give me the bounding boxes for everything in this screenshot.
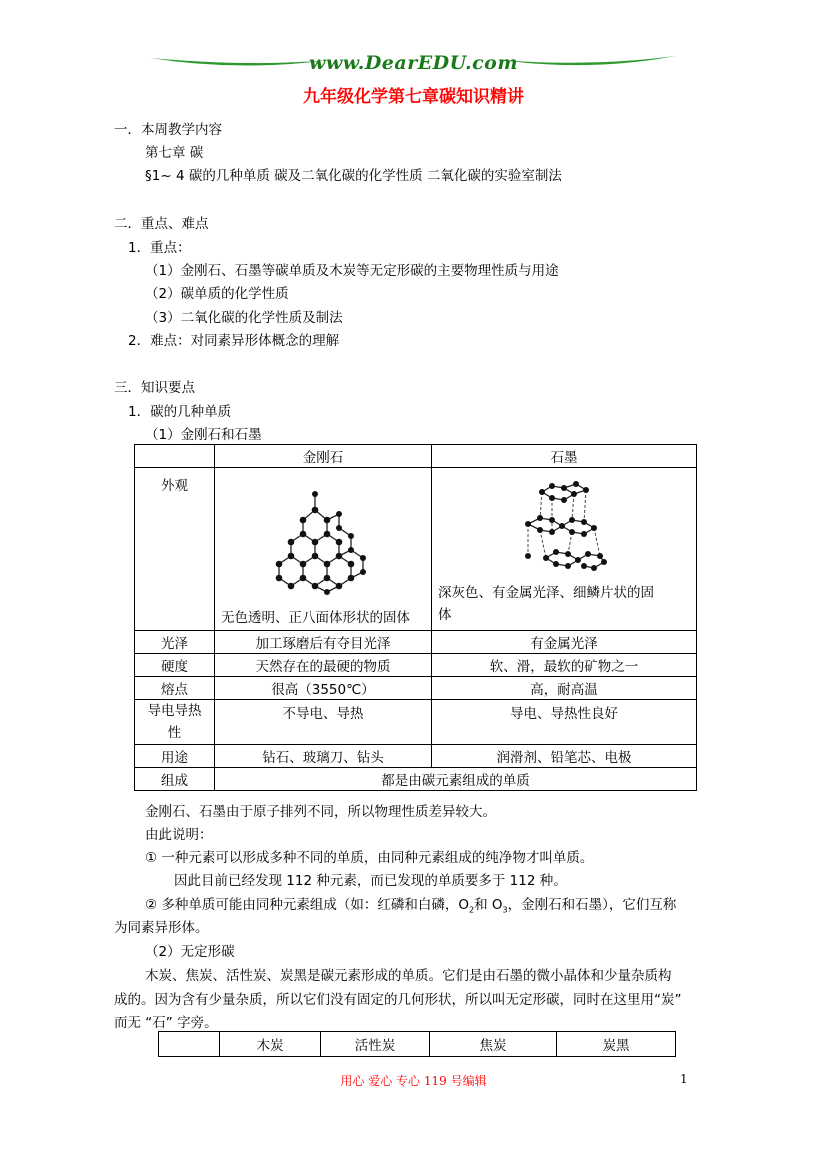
table-header-cell: 焦炭 xyxy=(430,1032,557,1057)
diamond-cell: 加工琢磨后有夺目光泽 xyxy=(215,631,432,654)
row-label: 熔点 xyxy=(135,677,215,700)
paragraph: 因此目前已经发现 112 种元素，而已发现的单质要多于 112 种。 xyxy=(174,873,567,889)
sections-line: §1~ 4 碳的几种单质 碳及二氧化碳的化学性质 二氧化碳的实验室制法 xyxy=(145,168,562,184)
table-header-cell xyxy=(135,445,215,468)
diamond-cell: 钻石、玻璃刀、钻头 xyxy=(215,745,432,768)
document-title: 九年级化学第七章碳知识精讲 xyxy=(303,87,524,107)
subscript: 3 xyxy=(502,905,508,915)
key-points-label: 1．重点： xyxy=(128,240,191,256)
graphite-appearance-text xyxy=(432,582,696,626)
diamond-graphite-table xyxy=(134,444,697,791)
section-heading-3: 三．知识要点 xyxy=(114,380,195,396)
key-point-1: （1）金刚石、石墨等碳单质及木炭等无定形碳的主要物理性质与用途 xyxy=(145,263,559,279)
table-header-cell: 活性炭 xyxy=(321,1032,430,1057)
table-row xyxy=(135,700,697,745)
row-label: 导电导热性 xyxy=(135,700,215,745)
row-label: 外观 xyxy=(135,468,215,631)
row-label: 组成 xyxy=(135,768,215,791)
table-row-composition xyxy=(135,768,697,791)
table-row-appearance xyxy=(135,468,697,631)
graphite-cell: 导电、导热性良好 xyxy=(432,700,697,745)
graphite-appearance-cell xyxy=(432,468,697,631)
site-logo[interactable]: www.DearEDU.com xyxy=(309,52,518,74)
table-row xyxy=(135,631,697,654)
text-span: ，金刚石和石墨），它们互称 xyxy=(507,897,677,913)
chapter-line: 第七章 碳 xyxy=(145,145,204,161)
row-label: 光泽 xyxy=(135,631,215,654)
table-header-row xyxy=(159,1032,676,1057)
footer-text: 用心 爱心 专心 119 号编辑 xyxy=(340,1074,487,1088)
table-row xyxy=(135,677,697,700)
amorphous-carbon-table xyxy=(158,1031,676,1057)
diamond-cell: 不导电、导热 xyxy=(215,700,432,745)
text-span: ② 多种单质可能由同种元素组成（如：红磷和白磷，O xyxy=(145,897,470,913)
difficult-point: 2．难点：对同素异形体概念的理解 xyxy=(128,333,340,349)
table-row xyxy=(135,745,697,768)
composition-cell: 都是由碳元素组成的单质 xyxy=(215,768,697,791)
graphite-cell: 高，耐高温 xyxy=(432,677,697,700)
table-row xyxy=(135,654,697,677)
table-header-cell: 金刚石 xyxy=(215,445,432,468)
diamond-appearance-text: 无色透明、正八面体形状的固体 xyxy=(221,610,410,626)
paragraph: 由此说明： xyxy=(145,827,213,843)
key-point-2: （2）碳单质的化学性质 xyxy=(145,286,289,302)
diamond-cell: 天然存在的最硬的物质 xyxy=(215,654,432,677)
graphite-structure-icon xyxy=(514,476,614,576)
graphite-cell: 润滑剂、铅笔芯、电极 xyxy=(432,745,697,768)
paragraph: 成的。因为含有少量杂质，所以它们没有固定的几何形状，所以叫无定形碳，同时在这里用“炭” xyxy=(114,992,682,1008)
table-header-cell: 石墨 xyxy=(432,445,697,468)
diamond-structure-icon xyxy=(268,488,378,600)
row-label: 硬度 xyxy=(135,654,215,677)
table-header-row xyxy=(135,445,697,468)
paragraph: 为同素异形体。 xyxy=(114,920,209,936)
section-heading-1: 一．本周教学内容 xyxy=(114,122,222,138)
row-label: 用途 xyxy=(135,745,215,768)
table-header-cell xyxy=(159,1032,220,1057)
graphite-cell: 有金属光泽 xyxy=(432,631,697,654)
paragraph: ① 一种元素可以形成多种不同的单质，由同种元素组成的纯净物才叫单质。 xyxy=(145,850,594,866)
key-point-3: （3）二氧化碳的化学性质及制法 xyxy=(145,310,343,326)
text-span: 和 O xyxy=(474,897,503,913)
paragraph: 金刚石、石墨由于原子排列不同，所以物理性质差异较大。 xyxy=(145,804,496,820)
diamond-cell: 很高（3550℃） xyxy=(215,677,432,700)
paragraph: 而无 “石” 字旁。 xyxy=(114,1015,218,1031)
paragraph: 木炭、焦炭、活性炭、炭黑是碳元素形成的单质。它们是由石墨的微小晶体和少量杂质构 xyxy=(145,968,672,984)
subsection-amorphous-carbon: （2）无定形碳 xyxy=(145,944,235,960)
graphite-appearance-line1: 深灰色、有金属光泽、细鳞片状的固 xyxy=(438,585,654,601)
graphite-appearance-line2: 体 xyxy=(438,607,452,623)
table-header-cell: 炭黑 xyxy=(557,1032,676,1057)
page-number: 1 xyxy=(680,1072,688,1086)
subsection-carbon-elements: 1．碳的几种单质 xyxy=(128,404,232,420)
table-header-cell: 木炭 xyxy=(220,1032,321,1057)
subscript: 2 xyxy=(469,905,475,915)
graphite-cell: 软、滑，最软的矿物之一 xyxy=(432,654,697,677)
paragraph-allotrope xyxy=(145,893,676,915)
diamond-appearance-cell xyxy=(215,468,432,631)
section-heading-2: 二．重点、难点 xyxy=(114,216,209,232)
subsection-diamond-graphite: （1）金刚石和石墨 xyxy=(145,427,262,443)
